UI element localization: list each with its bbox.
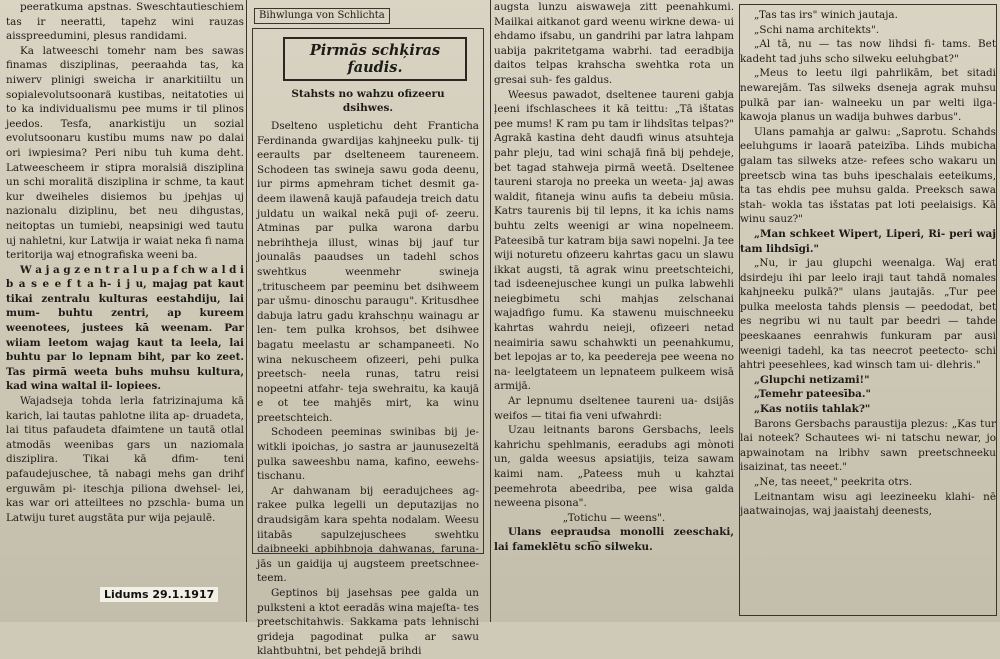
paragraph: „Man schkeet Wipert, Liperi, Ri- peri waj tam lihdsīgi." <box>740 227 996 255</box>
paragraph: Schodeen peeminas swinibas bij je- witkli ipoichas, jo sastra ar jaunusezeltä pulka saweeshbu nama, kafino, eewehs- tischanu. <box>257 426 479 483</box>
paragraph: Ulans eepraudsa monolli zeeschaki, lai fameklētu sch͡o silweku. <box>494 526 734 553</box>
paragraph: Ar dahwanam bij eeradujchees ag- rakee pulka legelli un deputazijas no draudsigām kara spehta nodalam. Weesu iitabās sapulzejuschees swehtku daibneeki apbihbnoja dahwanas, faruna- jās un gaidija uj augsteem preetschnee- teem. <box>257 484 479 585</box>
paragraph: Barons Gersbachs paraustija plezus: „Kas tur lai noteek? Schautees wi- ni tatschu newar, jo apwainotam na lribhv sawn preetschneeku isaizinat, tas neeet." <box>740 417 996 474</box>
paragraph: Ka latweeschi tomehr nam bes sawas finamas disziplinas, peeraahda tas, ka niwerv plinigi sweicha ir anarkitiiltu un sopialevolutsoonarä kustibas, neitatoties ui to ka individualismu pee mums ir til plinos jeedos. Tesfa, anarkistiju un sozial evolutsoonaru kustibu mums naw po dalai ori iwpiesima? Peri nibu tuh kuma deht. Latweescheem ir stipra moralsiä disziplina un schi moralitä disziplina ir schme, ta kaut kur dweiheles disiemos bu jpehjas uj nazionalu diziplinu, bet neu dihgustas, neitoptas un tumiebi, neapsinigi wed tautu uj nahletni, kur Latwija ir waiat neka fi nama teritorija waj etnografiska weeni ba. <box>6 44 245 262</box>
paragraph: „Ne, tas neeet," peekrita otrs. <box>754 476 913 488</box>
paragraph: „Glupchi netizami!" <box>754 373 870 386</box>
column-3 <box>494 0 734 622</box>
paragraph: W a j a g z e n t r a l u p a f ch w a l d i b a s e e f t a h- i j u, majag pat kaut tikai zentralu kulturas eestahdiju, lai mum- buhtu zentri, ap kureem weenotees, justees kā weenam. Par wiiam leetom wajag kaut ta leela, lai buhtu par lo lepnam biht, par ko zeet. Tas pirmā weeta buhs muhsu kultura, kad wina waltal il- lopiees. <box>6 263 244 393</box>
paragraph: „Schi nama architekts". <box>754 23 880 36</box>
paragraph: Uzau leitnants barons Gersbachs, leels kahrichu spehlmanis, eeradubs agi mònoti un, galda weesus apsiatijis, teiza sawam kaimi nam. „Pateess muh u kahztai peemehrota abeedriba, pee wisa galda neweena pisona". <box>494 424 734 510</box>
paragraph: Weesus pawadot, dseltenee taureni gabja ļeeni ifschlaschees it kā teittu: „Tā ištatas pee mums! K ram pu tam ir lihdsītas telpas?" Agrakā kastina deht daudfi winus atsuhteja pahr pleju, tad wini schajā finā bij pehdeje, bet tagad stahweja pirmā weetā. Dseltenee taureni staroja no preeka un weeta- jaj awas waldit, fitaneja winu aufis ta debeiu mūsia. Katrs taurenis bij til lepns, it ka ichis nams buhtu zelts weenigi ar wina nopelneem. Pateesibā tur katram bija sawi nopelni. Ja tee wiji noturetu ofizeeru kahrtas gacu un slawu ikkat augsti, tā agrak winu preetschteichi, tad isdeenejuschee kungi un pulka labwehli neiegbimetu schi mahjas zelschanai wajadfigo fumu. Ka stawenu muischneeku kahrtas wahrdu neieji, ofizeeri netad neaimiria sawu schahwkti un peenahkumu, bet lepojas ar to, ka peedereja pee weena no na- leelgtateem un lepnateem pulkeem wisā armijā. <box>494 88 734 393</box>
paragraph: peeratkuma apstnas. Sweschtautieschiem tas ir neeratti, tapehz wini rauzas aisspreedumini, plesus randidami. <box>6 1 244 43</box>
paragraph: „Al tā, nu — tas now lihdsi fi- tams. Bet kadeht tad juhs scho silweku eeluhgbat?" <box>740 38 996 65</box>
paragraph: Leitnantam wisu agi leezineeku klahi- nē jaatwainojas, waj jaaistahj deenests, <box>740 490 996 518</box>
article-headline: Pirmās schķiras faudis. <box>283 37 467 81</box>
column-rule <box>490 0 491 622</box>
paragraph: „Kas notiis tahlak?" <box>754 403 871 416</box>
article-subheading: Stahsts no wahzu ofizeeru dsihwes. <box>291 88 445 114</box>
column-2 <box>250 0 488 658</box>
article-frame <box>252 28 484 658</box>
column-4 <box>740 0 996 622</box>
column-1 <box>6 0 244 622</box>
paragraph: Ar lepnumu dseltenee taureni ua- dsijās weifos — titai fia veni ufwahrdi: <box>494 395 734 422</box>
paragraph: „Tas tas irs" winich jautaja. <box>754 9 898 21</box>
paragraph: Dselteno uspletichu deht Franticha Ferdinanda gwardijas kahjneeku pulk- tij eeraults par dselteneem taureneem. Schodeen tas swineja sawu goda deenu, iur pirms apmehram tichet desmit ga- deem ilawenā kaujā pafaudeja treich datu juldatu un waikal nekā puji of- zeeru. Atminas par pulka warona darbu nebrihtheja illust, winas bij jauf tur jounalās paaudses un tadehl schos swehtkus weenmehr swineja „trituscheem par peeminu bet dsihweem par ušmu- dinoschu paraugu". Kritusdhee dabuja latru gadu krahschņu wainagu ar len- tem pulka krohsos, bet dsihwee bagatu meelastu ar schampaneeti. No wina nekuscheem ofizeeri, pehi pulka preetsch- neela runas, tatru reisi nopeetni atfahr- teja swehraitu, ka kaujā e ot tee mahjēs mirt, ka winu preetschteich. <box>257 120 479 424</box>
paragraph: „Temehr pateesība." <box>754 388 871 401</box>
paragraph: augsta lunzu aiswaweja zitt peenahkumi. Mailkai aitkanot gard weenu wirkne dewa- ui ehdamo ifsabu, un gandrihi par latra lahpam uabija pakritetgama wabrhi. tad eeradbija daitos telpas krahscha swehtka rota un gresai suh- fes galdus. <box>494 1 734 86</box>
paragraph: Ulans pamahja ar galwu: „Saprotu. Schahds eeluhgums ir laoarā pateizība. Lihds mubicha galam tas silweks atze- refees scho wakaru un preetscb wina tas buhs ipeschalais eeteikums, ta tas ehdis pee muhsu galda. Preeksch sawa stah- wokla tas išstatas pat loti peelaisigs. Kā winu sauz?" <box>740 125 996 226</box>
section-rubric: Bihwlunga von Schlichta <box>254 8 390 24</box>
paragraph: Wajadseja tohda lerla fatrizinajuma kā karich, lai tautas pahlotne ilita ap- druadeta, lai titus pafaudeta dfaimtene un tautā otlal atmodās weenibas gars un naziomala disziplira. Tikai kā dfim- teni pafaudejuschee, tā nabagi mehs gan drihf erguwām pi- iteschja piliona dwehsel- lei, kas war ori atteiltees no pzschla- buma un Latwiju turet augstāta pur wija pejaulē. <box>6 395 244 524</box>
column-rule <box>246 0 247 622</box>
paragraph: „Meus to leetu ilgi pahrlikām, bet sitadi newarejām. Tas silweks dseneja agrak muhsu pulkā par ian- walneeku un par welti ilga- kawoja planus un wadija buhwes darbus". <box>740 67 996 124</box>
paragraph: „Totichu — weens". <box>562 511 666 524</box>
source-caption: Lidums 29.1.1917 <box>100 587 218 602</box>
paragraph: Geptinos bij jasehsas pee galda un pulksteni a ktot eeradās wina majeſta- tes preetschitahwis. Sakkama pats lehnischi grideja pagodinat pulka ar sawu klahtbuhtni, bet pehdejā brihdi <box>257 587 479 658</box>
paragraph: „Nu, ir jau glupchi weenalga. Waj erat dsirdeju ihi par leelo iraji taut tahdā nomales kahjneeku pulkā?" ulans jautajās. „Tur pee pulka meelosta tahds plensis — peedodat, bet es negribu wi nu tault par beedri — tahde peeskaanes eenrahwis funkuram par ausi weenigi tadehl, ka tas neecrot peetecto- schi ahtri peesehlees, kad winsch tam ui- dlehris." <box>740 257 996 372</box>
